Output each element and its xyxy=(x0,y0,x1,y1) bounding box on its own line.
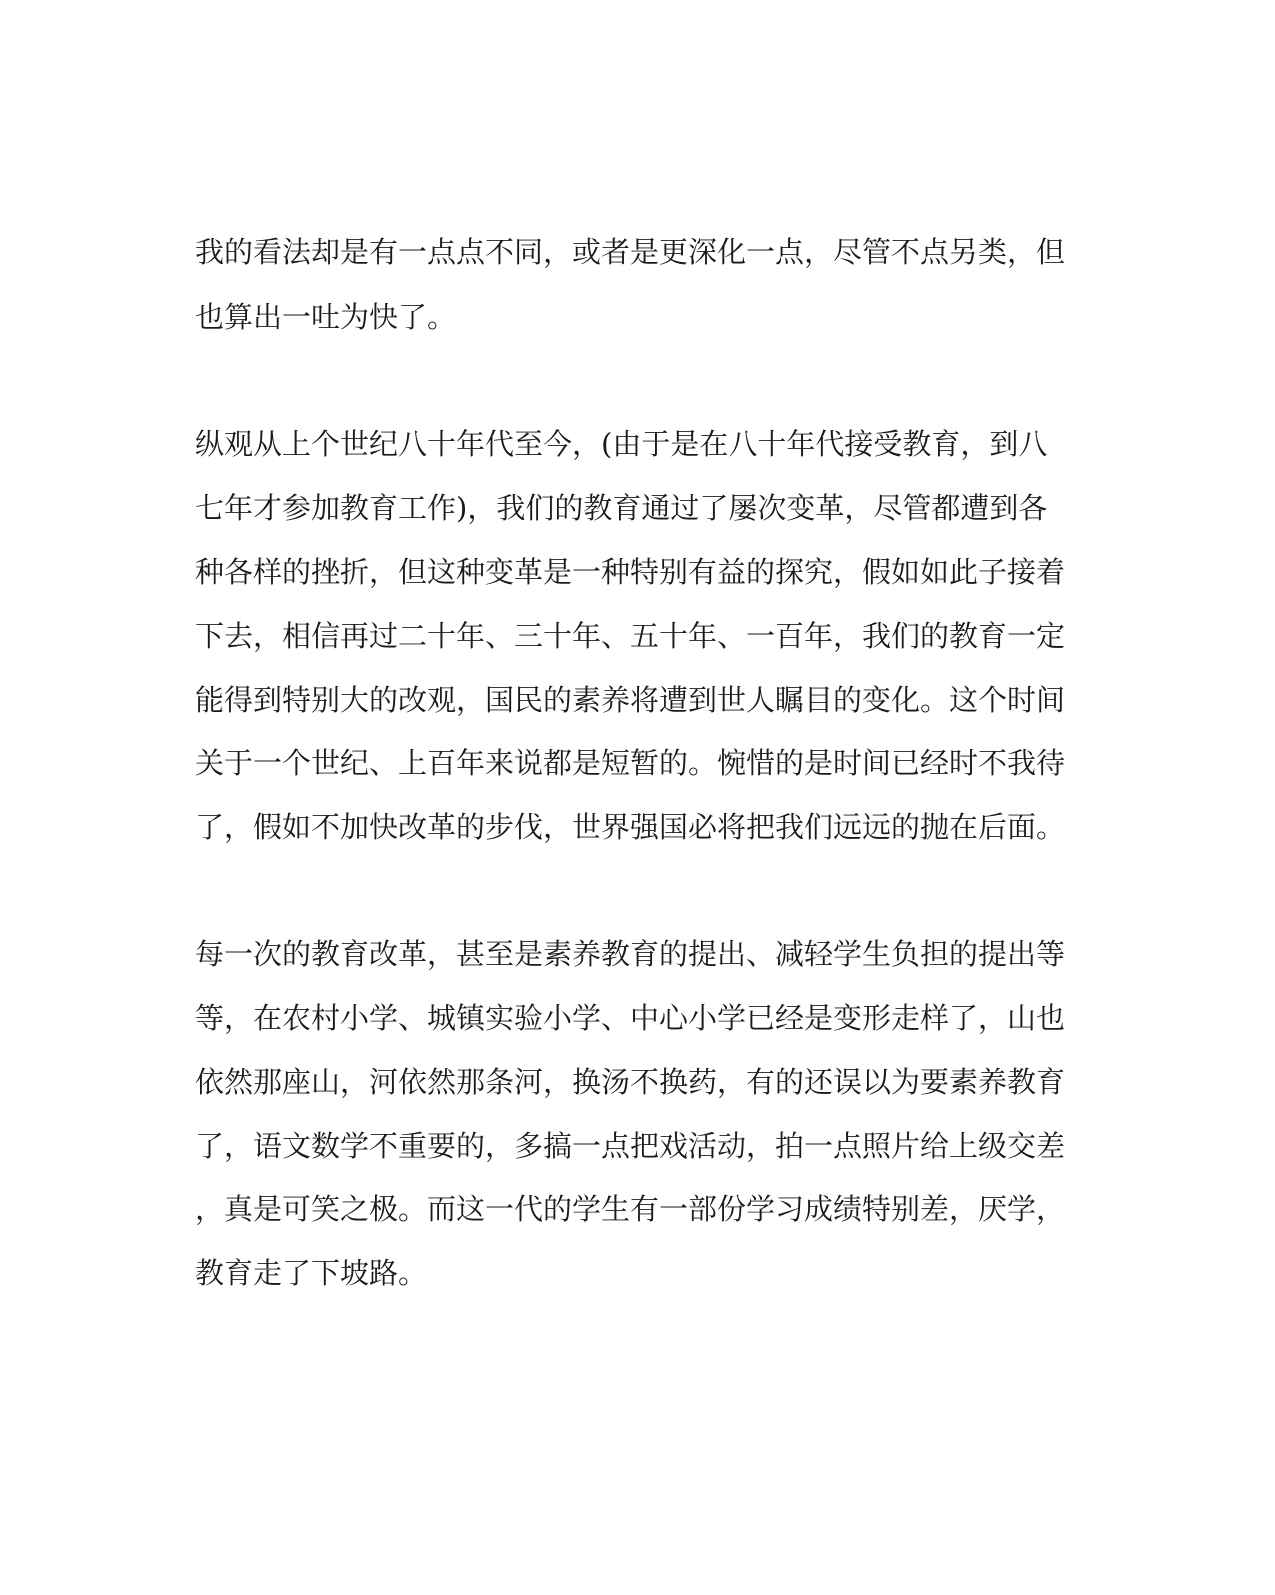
paragraph-line: 七年才参加教育工作)，我们的教育通过了屡次变革，尽管都遭到各 xyxy=(195,491,1048,525)
paragraph-line: 了，假如不加快改革的步伐，世界强国必将把我们远远的抛在后面。 xyxy=(195,810,1066,844)
paragraph-line: 每一次的教育改革，甚至是素养教育的提出、减轻学生负担的提出等 xyxy=(195,937,1066,971)
paragraph-line: 也算出一吐为快了。 xyxy=(195,300,457,334)
paragraph-line: 下去，相信再过二十年、三十年、五十年、一百年，我们的教育一定 xyxy=(195,619,1066,653)
paragraph-line: 依然那座山，河依然那条河，换汤不换药，有的还误以为要素养教育 xyxy=(195,1065,1066,1099)
paragraph-line: 关于一个世纪、上百年来说都是短暂的。惋惜的是时间已经时不我待 xyxy=(195,746,1066,780)
paragraph-line: 能得到特别大的改观，国民的素养将遭到世人瞩目的变化。这个时间 xyxy=(195,683,1066,717)
paragraph-line: ，真是可笑之极。而这一代的学生有一部份学习成绩特别差，厌学， xyxy=(195,1192,1066,1226)
paragraph-line: 教育走了下坡路。 xyxy=(195,1256,428,1290)
paragraph-line: 纵观从上个世纪八十年代至今，(由于是在八十年代接受教育，到八 xyxy=(195,427,1048,461)
paragraph-line: 等，在农村小学、城镇实验小学、中心小学已经是变形走样了，山也 xyxy=(195,1001,1066,1035)
paragraph-line: 我的看法却是有一点点不同，或者是更深化一点，尽管不点另类，但 xyxy=(195,235,1066,269)
paragraph-line: 种各样的挫折，但这种变革是一种特别有益的探究，假如如此子接着 xyxy=(195,555,1066,589)
paragraph-line: 了，语文数学不重要的，多搞一点把戏活动，拍一点照片给上级交差 xyxy=(195,1129,1066,1163)
